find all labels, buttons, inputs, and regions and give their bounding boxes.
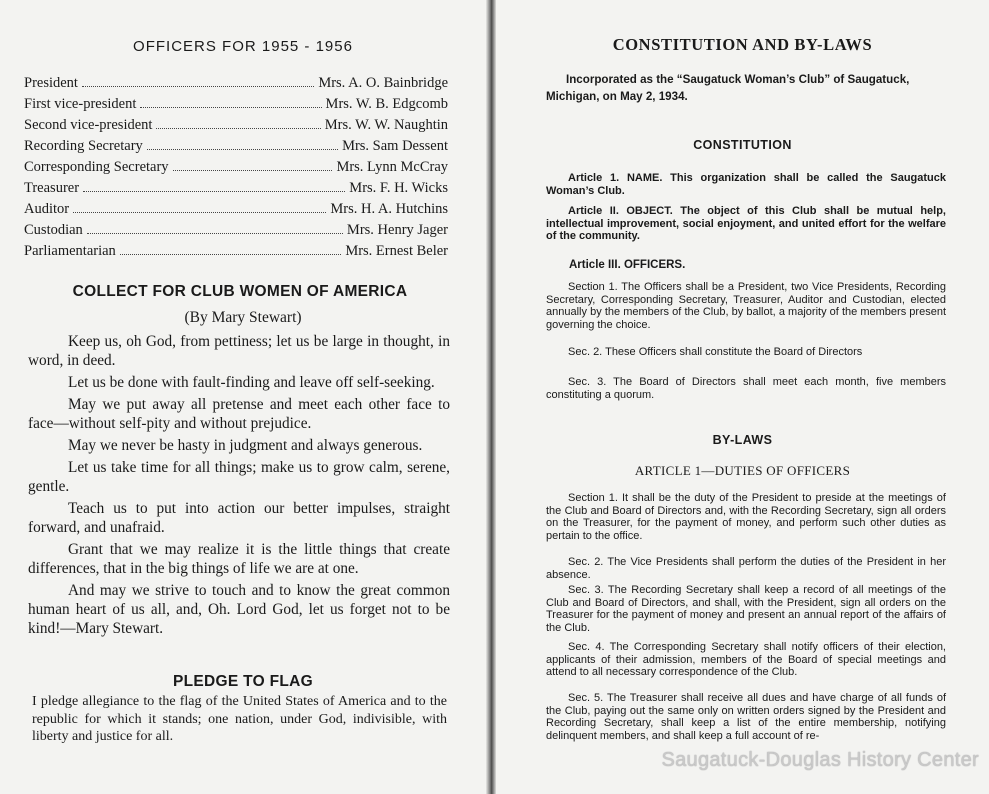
- dot-leader: [83, 191, 345, 192]
- dot-leader: [140, 107, 321, 108]
- dot-leader: [173, 170, 333, 171]
- officers-section-3: Sec. 3. The Board of Directors shall meet each month, five members constituting a quorum.: [546, 376, 946, 401]
- collect-paragraph: And may we strive to touch and to know the great common human heart of us all, and, Oh. Lord God, let us forget not to be kind!—Mary Stewart.: [28, 582, 450, 637]
- pledge-title: PLEDGE TO FLAG: [173, 673, 313, 690]
- officer-row: [24, 180, 448, 197]
- officer-row: [24, 138, 448, 155]
- bylaws-heading: BY-LAWS: [712, 433, 773, 447]
- bylaws-article-heading: ARTICLE 1—DUTIES OF OFFICERS: [634, 463, 851, 478]
- right-page: [496, 0, 989, 794]
- officer-row: [24, 75, 448, 92]
- officer-name: Mrs. A. O. Bainbridge: [318, 75, 448, 91]
- article-name: Article 1. NAME. This organization shall be called the Saugatuck Woman’s Club.: [546, 172, 946, 197]
- officer-role: Corresponding Secretary: [24, 159, 169, 175]
- dot-leader: [120, 254, 342, 255]
- constitution-title: CONSTITUTION AND BY-LAWS: [612, 35, 873, 54]
- book-gutter: [486, 0, 496, 794]
- constitution-heading: CONSTITUTION: [693, 138, 792, 152]
- collect-paragraph: May we never be hasty in judgment and always generous.: [68, 437, 423, 454]
- collect-paragraph: May we put away all pretense and meet each other face to face—without self-pity and without prejudice.: [28, 396, 450, 432]
- dot-leader: [156, 128, 320, 129]
- officers-section-1: Section 1. The Officers shall be a President, two Vice Presidents, Recording Secretary, Corresponding Secretary, Treasurer, Auditor and Custodian, elected annually by the members of the Club, by ballot, a majority of the members present governing the choice.: [546, 281, 946, 331]
- officer-name: Mrs. W. W. Naughtin: [324, 117, 448, 133]
- collect-paragraph: Let us be done with fault-finding and leave off self-seeking.: [68, 374, 435, 391]
- officer-role: Recording Secretary: [24, 138, 143, 154]
- officer-row: [24, 96, 448, 113]
- officer-role: Auditor: [24, 201, 70, 217]
- collect-paragraph: Grant that we may realize it is the little things that create differences, that in the big things of life we are at one.: [28, 541, 450, 577]
- officer-name: Mrs. W. B. Edgcomb: [325, 96, 448, 112]
- bylaws-section-1: Section 1. It shall be the duty of the President to preside at the meetings of the Club and Board of Directors and, with the Recording Secretary, sign all orders on the Treasurer, for the payment of money, and perform such other duties as pertain to the office.: [546, 492, 946, 542]
- watermark: Saugatuck-Douglas History Center: [661, 749, 979, 771]
- officer-row: [24, 159, 448, 176]
- officer-role: Treasurer: [24, 180, 80, 196]
- pledge-text: I pledge allegiance to the flag of the United States of America and to the republic for which it stands; one nation, under God, indivisible, with liberty and justice for all.: [32, 694, 447, 744]
- officer-name: Mrs. H. A. Hutchins: [330, 201, 448, 217]
- officer-role: Parliamentarian: [24, 243, 116, 259]
- incorporation-note: Incorporated as the “Saugatuck Woman’s Club” of Saugatuck, Michigan, on May 2, 1934.: [546, 73, 910, 103]
- officer-name: Mrs. F. H. Wicks: [349, 180, 448, 196]
- officer-name: Mrs. Lynn McCray: [336, 159, 448, 175]
- officer-name: Mrs. Ernest Beler: [345, 243, 448, 259]
- officer-role: President: [24, 75, 78, 91]
- collect-paragraph: Teach us to put into action our better impulses, straight forward, and unafraid.: [28, 500, 450, 536]
- collect-title: COLLECT FOR CLUB WOMEN OF AMERICA: [72, 283, 408, 300]
- officer-row: [24, 243, 448, 260]
- dot-leader: [73, 212, 326, 213]
- collect-paragraph: Let us take time for all things; make us to grow calm, serene, gentle.: [28, 459, 450, 495]
- article-officers-heading: Article III. OFFICERS.: [569, 259, 686, 271]
- officer-role: First vice-president: [24, 96, 137, 112]
- collect-body: [28, 332, 450, 641]
- officer-name: Mrs. Sam Dessent: [342, 138, 448, 154]
- bylaws-section-4: Sec. 4. The Corresponding Secretary shall notify officers of their election, applicants of their admission, members of the Board of special meetings and attend to all necessary correspondence of the Club.: [546, 641, 946, 679]
- officers-section-2: Sec. 2. These Officers shall constitute the Board of Directors: [568, 346, 863, 358]
- bylaws-section-3: Sec. 3. The Recording Secretary shall keep a record of all meetings of the Club and Board of Directors, and shall, with the President, sign all orders on the Treasurer for the payment of money and present an annual report of the affairs of the Club.: [546, 584, 946, 634]
- collect-paragraph: Keep us, oh God, from pettiness; let us be large in thought, in word, in deed.: [28, 333, 450, 369]
- bylaws-section-5: Sec. 5. The Treasurer shall receive all dues and have charge of all funds of the Club, paying out the same only on written orders signed by the President and Recording Secretary, shall keep a list of the entire membership, notifying delinquent members, and shall keep a full account of re-: [546, 692, 946, 742]
- officer-role: Second vice-president: [24, 117, 153, 133]
- dot-leader: [82, 86, 314, 87]
- officer-row: [24, 117, 448, 134]
- officers-title: OFFICERS FOR 1955 - 1956: [133, 38, 353, 55]
- collect-byline: (By Mary Stewart): [184, 309, 302, 326]
- article-object: Article II. OBJECT. The object of this Club shall be mutual help, intellectual improvement, social enjoyment, and united effort for the welfare of the community.: [546, 205, 946, 243]
- dot-leader: [87, 233, 343, 234]
- officer-row: [24, 222, 448, 239]
- officer-role: Custodian: [24, 222, 83, 238]
- officer-row: [24, 201, 448, 218]
- dot-leader: [147, 149, 338, 150]
- bylaws-section-2: Sec. 2. The Vice Presidents shall perform the duties of the President in her absence.: [546, 556, 946, 581]
- left-page: [0, 0, 486, 794]
- officer-name: Mrs. Henry Jager: [346, 222, 448, 238]
